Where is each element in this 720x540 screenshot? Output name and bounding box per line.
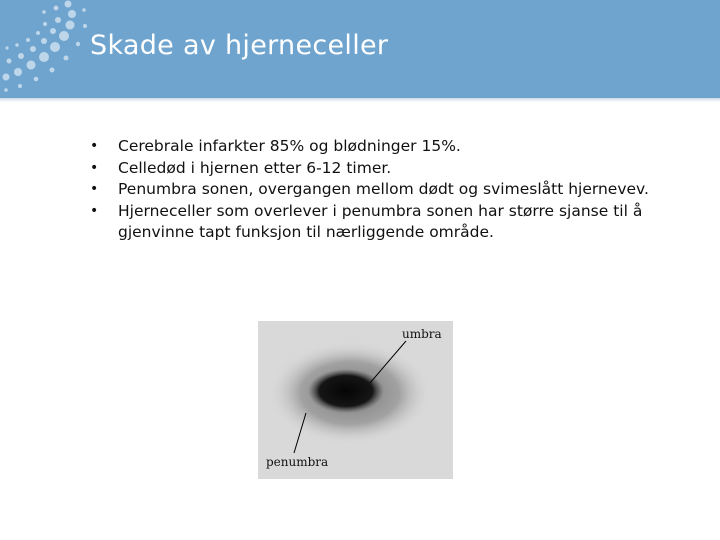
bullet-text: Penumbra sonen, overgangen mellom dødt og svimeslått hjernevev. bbox=[118, 180, 649, 198]
bullet-icon: • bbox=[90, 138, 99, 154]
bullet-icon: • bbox=[90, 202, 99, 219]
bullet-icon: • bbox=[90, 159, 99, 176]
bullet-text: Celledød i hjernen etter 6-12 timer. bbox=[118, 158, 392, 177]
bullet-item bbox=[86, 201, 686, 244]
umbra-label: umbra bbox=[402, 327, 442, 341]
bullet-item bbox=[86, 158, 686, 180]
header-divider bbox=[0, 98, 720, 102]
bullet-icon: • bbox=[90, 181, 99, 197]
bullet-text: Cerebrale infarkter 85% og blødninger 15%. bbox=[118, 137, 461, 155]
bullet-item bbox=[86, 136, 686, 158]
umbra-region bbox=[308, 369, 384, 413]
bullet-item bbox=[86, 179, 686, 201]
bullet-list bbox=[86, 136, 686, 244]
penumbra-figure bbox=[258, 321, 453, 479]
bullet-text: Hjerneceller som overlever i penumbra sonen har større sjanse til å gjenvinne tapt funksjon til nærliggende område. bbox=[118, 201, 643, 241]
slide-header bbox=[0, 0, 720, 98]
penumbra-label: penumbra bbox=[266, 455, 329, 469]
slide-title: Skade av hjerneceller bbox=[90, 30, 389, 61]
